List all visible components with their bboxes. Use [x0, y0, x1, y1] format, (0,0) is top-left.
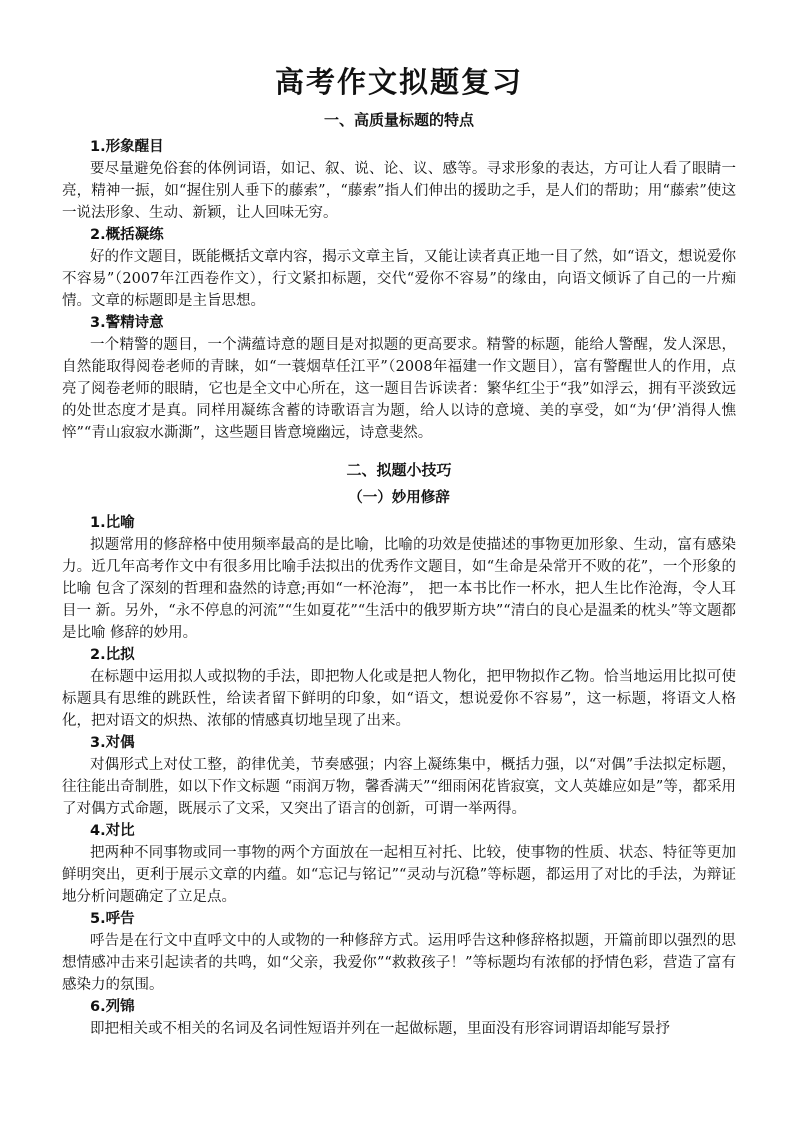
item-heading-concise: 2.概括凝练: [90, 227, 164, 243]
document-page: [62, 62, 736, 1040]
item-heading-metaphor: 1.比喻: [90, 515, 135, 531]
item-body-antithesis: 对偶形式上对仗工整，韵律优美，节奏感强；内容上凝练集中，概括力强，以“对偶”手法拟定标题，往往能出奇制胜，如以下作文标题 “雨润万物，馨香满天”“细雨闲花皆寂寞，文人英雄应如是”等，都采用了对偶方式命题，既展示了文采，又突出了语言的创新，可谓一举两得。: [62, 757, 736, 817]
item-body-personification: 在标题中运用拟人或拟物的手法，即把物人化或是把人物化，把甲物拟作乙物。恰当地运用比拟可使标题具有思维的跳跃性，给读者留下鲜明的印象，如“语文，想说爱你不容易”，这一标题，将语文人格化，把对语文的炽热、浓郁的情感真切地呈现了出来。: [62, 669, 736, 729]
item-heading-personification: 2.比拟: [90, 647, 135, 663]
item-heading-apostrophe: 5.呼告: [90, 911, 135, 927]
item-body-contrast: 把两种不同事物或同一事物的两个方面放在一起相互衬托、比较，使事物的性质、状态、特征等更加鲜明突出，更利于展示文章的内蕴。如“忘记与铭记”“灵动与沉稳”等标题，都运用了对比的手法，为辩证地分析问题确定了立足点。: [62, 845, 736, 905]
document-title: 高考作文拟题复习: [274, 65, 523, 99]
section-heading-features: 一、高质量标题的特点: [323, 111, 474, 129]
item-heading-contrast: 4.对比: [90, 823, 135, 839]
item-body-vivid: 要尽量避免俗套的体例词语，如记、叙、说、论、议、感等。寻求形象的表达，方可让人看了眼睛一亮，精神一振，如“握住别人垂下的藤索”，“藤索”指人们伸出的援助之手，是人们的帮助；用“藤索”使这一说法形象、生动、新颖，让人回味无穷。: [62, 161, 736, 221]
item-heading-vivid: 1.形象醒目: [90, 139, 164, 155]
item-body-poetic: 一个精警的题目，一个满蕴诗意的题目是对拟题的更高要求。精警的标题，能给人警醒，发人深思，自然能取得阅卷老师的青睐，如“一蓑烟草任江平”（2008年福建一作文题目），富有警醒世人的作用，点亮了阅卷老师的眼睛，它也是全文中心所在，这一题目告诉读者：繁华红尘于“我”如浮云，拥有平淡致远的处世态度才是真。同样用凝练含蓄的诗歌语言为题，给人以诗的意境、美的享受，如“为‘伊’消得人憔悴”“青山寂寂水澌澌”，这些题目皆意境幽远，诗意斐然。: [62, 337, 736, 441]
item-heading-juxtaposition: 6.列锦: [90, 999, 135, 1015]
item-body-metaphor: 拟题常用的修辞格中使用频率最高的是比喻，比喻的功效是使描述的事物更加形象、生动，富有感染力。近几年高考作文中有很多用比喻手法拟出的优秀作文题目，如“生命是朵常开不败的花”，一个形象的比喻 包含了深刻的哲理和盎然的诗意;再如“一杯沧海”， 把一本书比作一杯水，把人生比作沧海，令人耳目一 新。另外，“永不停息的河流”“生如夏花”“生活中的俄罗斯方块”“清白的良心是温柔的枕头”等文题都是比喻 修辞的妙用。: [62, 537, 736, 641]
item-body-concise: 好的作文题目，既能概括文章内容，揭示文章主旨，又能让读者真正地一目了然，如“语文，想说爱你不容易”（2007年江西卷作文），行文紧扣标题，交代“爱你不容易”的缘由，向语文倾诉了自己的一片痴情。文章的标题即是主旨思想。: [62, 249, 736, 309]
section-heading-techniques: 二、拟题小技巧: [346, 461, 452, 479]
item-heading-antithesis: 3.对偶: [90, 735, 135, 751]
item-body-juxtaposition: 即把相关或不相关的名词及名词性短语并列在一起做标题，里面没有形容词谓语却能写景抒: [90, 1021, 670, 1037]
item-body-apostrophe: 呼告是在行文中直呼文中的人或物的一种修辞方式。运用呼告这种修辞格拟题，开篇前即以强烈的思想情感冲击来引起读者的共鸣，如“父亲，我爱你”“救救孩子！”等标题均有浓郁的抒情色彩，营造了富有感染力的氛围。: [62, 933, 736, 993]
subsection-heading-rhetoric: （一）妙用修辞: [348, 490, 450, 506]
item-heading-poetic: 3.警精诗意: [90, 315, 164, 331]
